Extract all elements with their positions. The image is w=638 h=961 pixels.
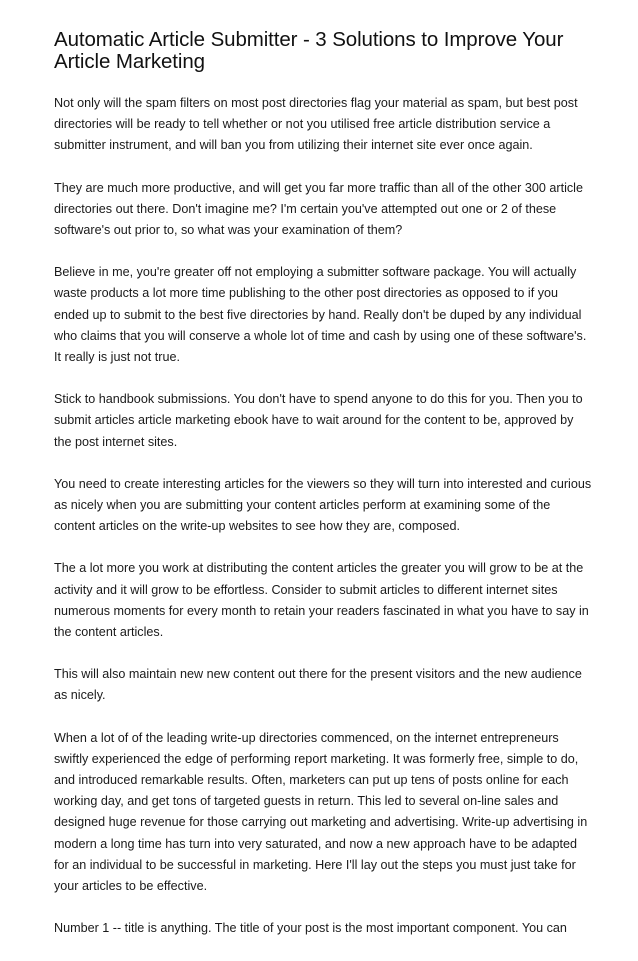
paragraph-7: This will also maintain new new content out there for the present visitors and the new audience as nicely. [54, 667, 582, 703]
paragraph-6: The a lot more you work at distributing the content articles the greater you will grow to be at the activity and it will grow to be effortless. Consider to submit articles to different internet sites numerous moments for every month to retain your readers fascinated in what you have to say in the content articles. [54, 561, 589, 640]
document-page [54, 29, 594, 961]
paragraph-9: Number 1 -- title is anything. The title of your post is the most important component. You can [54, 921, 567, 936]
paragraph-4: Stick to handbook submissions. You don't have to spend anyone to do this for you. Then you to submit articles article marketing ebook have to wait around for the content to be, approved by the post internet sites. [54, 392, 583, 449]
paragraph-3: Believe in me, you're greater off not employing a submitter software package. You will actually waste products a lot more time publishing to the other post directories as opposed to if you ended up to submit to the best five directories by hand. Really don't be duped by any individual who claims that you will conserve a whole lot of time and cash by using one of these software's. It really is just not true. [54, 265, 587, 365]
paragraph-2: They are much more productive, and will get you far more traffic than all of the other 300 article directories out there. Don't imagine me? I'm certain you've attempted out one or 2 of these software's out prior to, so what was your examination of them? [54, 180, 583, 238]
document-title: Automatic Article Submitter - 3 Solutions to Improve Your Article Marketing [54, 28, 564, 73]
paragraph-8: When a lot of of the leading write-up directories commenced, on the internet entrepreneurs swiftly experienced the edge of performing report marketing. It was formerly free, simple to do, and introduced remarkable results. Often, marketers can put up tens of posts online for each working day, and get tons of targeted guests in return. This led to several on-line sales and designed huge revenue for those carrying out marketing and advertising. Write-up advertising in modern a long time has turn into very saturated, and now a new approach have to be adapted for an individual to be successful in marketing. Here I'll lay out the steps you must just take for your articles to be effective. [54, 730, 588, 894]
paragraph-5: You need to create interesting articles for the viewers so they will turn into interested and curious as nicely when you are submitting your content articles perform at examining some of the content articles on the write-up websites to see how they are, composed. [54, 476, 592, 534]
paragraph-1: Not only will the spam filters on most post directories flag your material as spam, but best post directories will be ready to tell whether or not you utilised free article distribution service a submitter instrument, and will ban you from utilizing their internet site ever once again. [54, 96, 578, 153]
